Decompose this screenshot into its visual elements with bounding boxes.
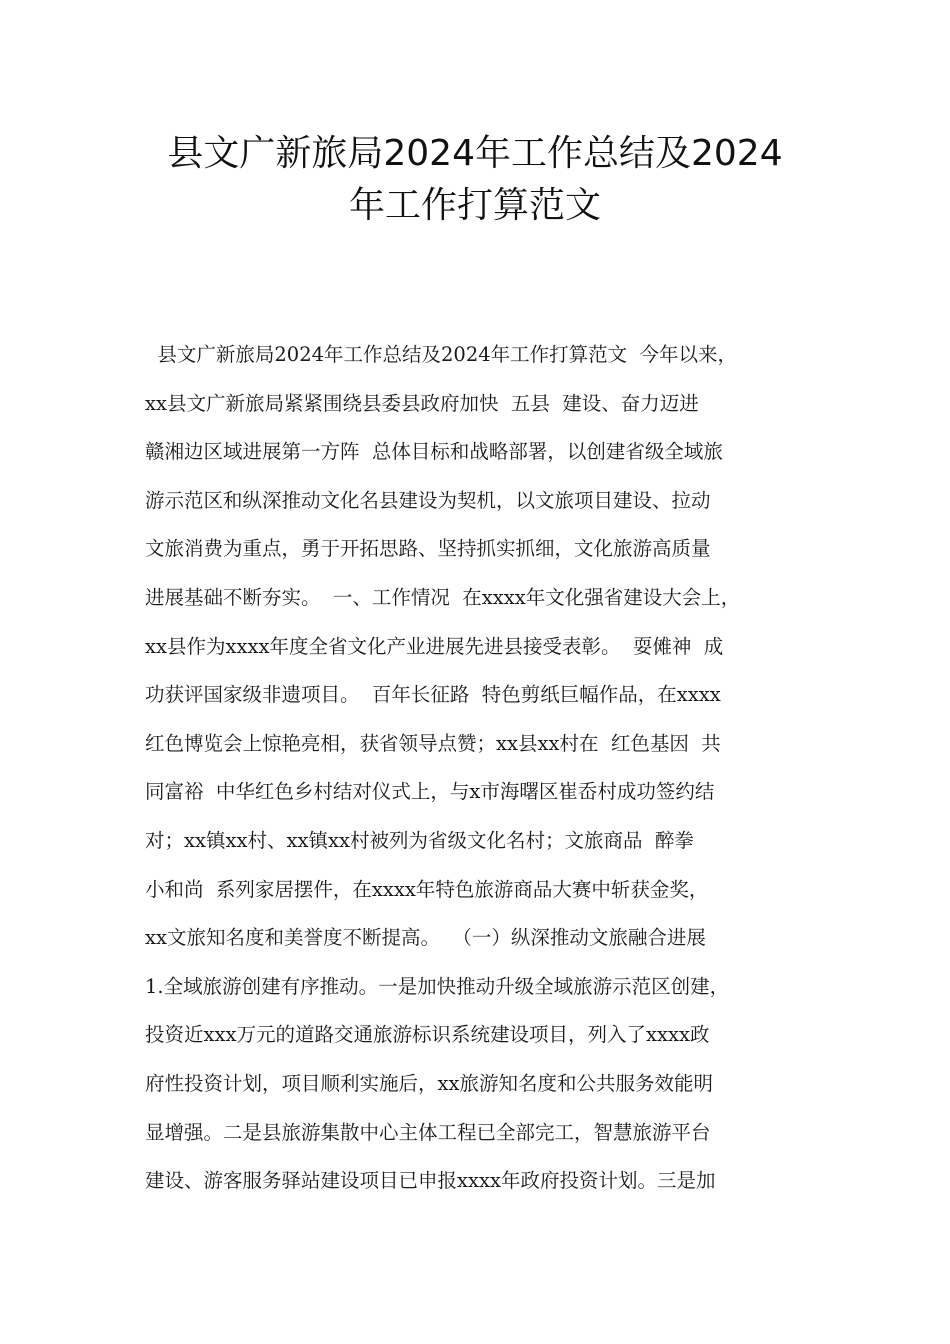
body-line: 建设、游客服务驿站建设项目已申报xxxx年政府投资计划。三是加 <box>145 1169 716 1193</box>
body-line: 投资近xxx万元的道路交通旅游标识系统建设项目，列入了xxxx政 <box>145 1023 710 1047</box>
document-title <box>100 128 850 232</box>
body-line: 1.全域旅游创建有序推动。一是加快推动升级全域旅游示范区创建， <box>145 974 730 998</box>
body-line: xx文旅知名度和美誉度不断提高。 （一）纵深推动文旅融合进展 <box>145 926 706 950</box>
body-line: xx县文广新旅局紧紧围绕县委县政府加快 五县 建设、奋力迈进 <box>145 391 699 415</box>
body-line: 功获评国家级非遗项目。 百年长征路 特色剪纸巨幅作品，在xxxx <box>145 683 721 707</box>
body-line: 红色博览会上惊艳亮相，获省领导点赞；xx县xx村在 红色基因 共 <box>145 731 721 755</box>
body-line: 显增强。二是县旅游集散中心主体工程已全部完工，智慧旅游平台 <box>145 1120 711 1144</box>
body-line: 县文广新旅局2024年工作总结及2024年工作打算范文 今年以来， <box>145 343 738 366</box>
body-line: 同富裕 中华红色乡村结对仪式上，与x市海曙区崔岙村成功签约结 <box>145 780 715 804</box>
body-line: 文旅消费为重点，勇于开拓思路、坚持抓实抓细，文化旅游高质量 <box>145 537 711 561</box>
document-body <box>145 331 835 1206</box>
title-line-2: 年工作打算范文 <box>348 185 601 226</box>
body-line: 对；xx镇xx村、xx镇xx村被列为省级文化名村；文旅商品 醉拳 <box>145 828 694 852</box>
body-line: 游示范区和纵深推动文化名县建设为契机，以文旅项目建设、拉动 <box>145 488 711 512</box>
body-line: 府性投资计划，项目顺利实施后，xx旅游知名度和公共服务效能明 <box>145 1071 713 1095</box>
body-line: 进展基础不断夯实。 一、工作情况 在xxxx年文化强省建设大会上， <box>145 585 741 609</box>
body-line: 小和尚 系列家居摆件，在xxxx年特色旅游商品大赛中斩获金奖， <box>145 877 709 901</box>
body-line: 赣湘边区域进展第一方阵 总体目标和战略部署，以创建省级全域旅 <box>145 440 723 464</box>
title-line-1: 县文广新旅局2024年工作总结及2024 <box>167 133 783 174</box>
body-line: xx县作为xxxx年度全省文化产业进展先进县接受表彰。 耍傩神 成 <box>145 634 724 658</box>
